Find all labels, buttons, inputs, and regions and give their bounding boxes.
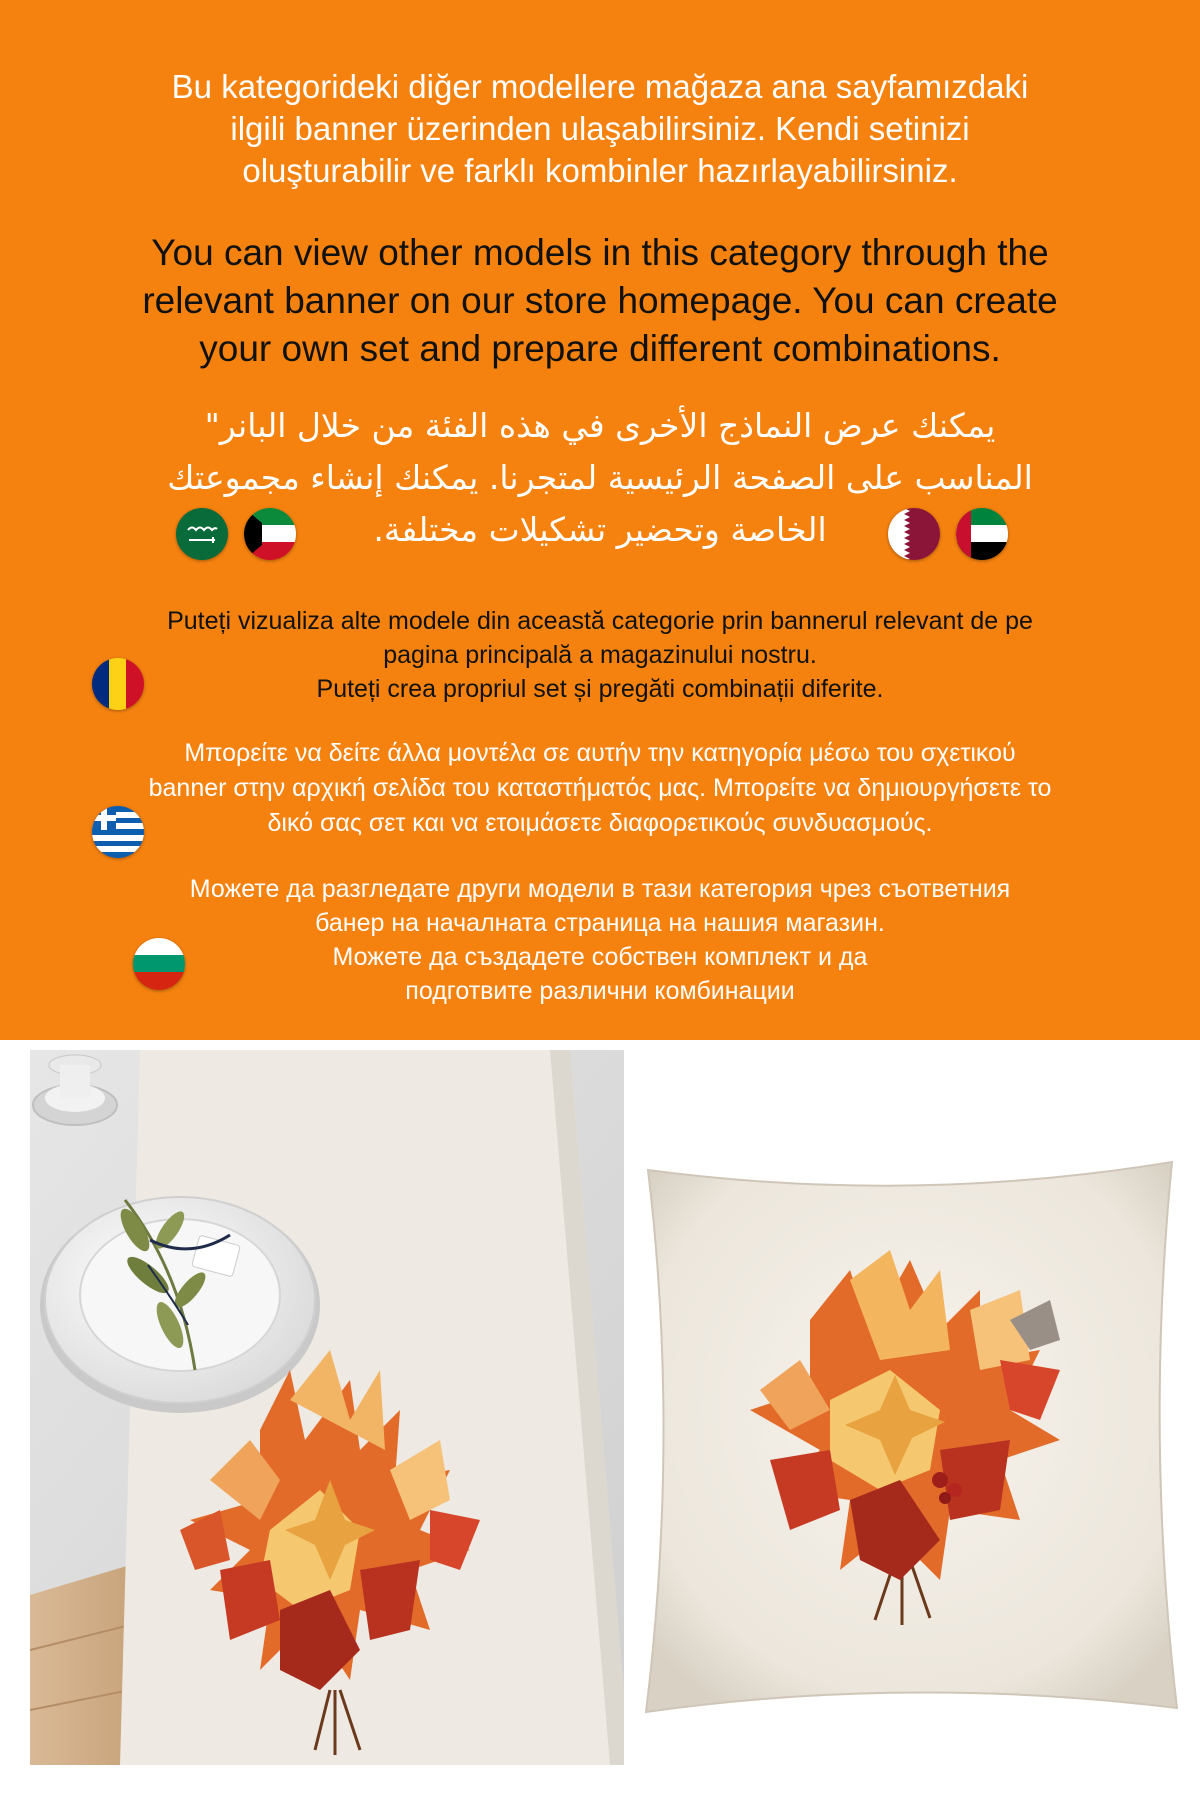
bulgarian-message bbox=[0, 872, 1200, 1008]
turkish-line: ilgili banner üzerinden ulaşabilirsiniz. Kendi setinizi bbox=[230, 110, 970, 147]
turkish-line: oluşturabilir ve farklı kombinler hazırlayabilirsiniz. bbox=[242, 152, 958, 189]
bulgaria-flag-icon bbox=[133, 938, 185, 990]
table-runner-photo bbox=[30, 1050, 624, 1765]
bulgarian-line: Можете да създадете собствен комплект и да bbox=[332, 943, 868, 971]
romanian-message bbox=[0, 604, 1200, 706]
turkish-message bbox=[0, 66, 1200, 192]
romania-flag-icon bbox=[92, 658, 144, 710]
saudi-arabia-flag-icon bbox=[176, 508, 228, 560]
english-message bbox=[0, 229, 1200, 373]
arabic-line: يمكنك عرض النماذج الأخرى في هذه الفئة من خلال البانر" bbox=[204, 406, 996, 445]
english-line: You can view other models in this category through the bbox=[151, 232, 1049, 273]
cushion-photo bbox=[640, 1160, 1180, 1715]
romanian-line: Puteți crea propriul set și pregăti combinații diferite. bbox=[316, 675, 884, 703]
bulgarian-line: Можете да разгледате други модели в тази категория чрез съответния bbox=[189, 875, 1011, 903]
arabic-line: الخاصة وتحضير تشكيلات مختلفة. bbox=[373, 510, 827, 549]
arabic-line: المناسب على الصفحة الرئيسية لمتجرنا. يمكنك إنشاء مجموعتك bbox=[167, 458, 1033, 497]
greece-flag-icon bbox=[92, 806, 144, 858]
uae-flag-icon bbox=[956, 508, 1008, 560]
greek-line: Μπορείτε να δείτε άλλα μοντέλα σε αυτήν την κατηγορία μέσω του σχετικού bbox=[184, 739, 1016, 767]
english-line: relevant banner on our store homepage. You can create bbox=[142, 280, 1058, 321]
qatar-flag-icon bbox=[888, 508, 940, 560]
greek-line: banner στην αρχική σελίδα του καταστήματός μας. Μπορείτε να δημιουργήσετε το bbox=[148, 774, 1052, 802]
bulgarian-line: банер на началната страница на нашия магазин. bbox=[315, 909, 885, 937]
english-line: your own set and prepare different combinations. bbox=[199, 328, 1001, 369]
greek-message bbox=[0, 736, 1200, 841]
product-photos bbox=[0, 1040, 1200, 1800]
kuwait-flag-icon bbox=[244, 508, 296, 560]
turkish-line: Bu kategorideki diğer modellere mağaza ana sayfamızdaki bbox=[171, 68, 1029, 105]
greek-line: δικό σας σετ και να ετοιμάσετε διαφορετικούς συνδυασμούς. bbox=[267, 809, 933, 837]
romanian-line: Puteți vizualiza alte modele din această categorie prin bannerul relevant de pe bbox=[167, 607, 1033, 635]
bulgarian-line: подготвите различни комбинации bbox=[405, 977, 795, 1005]
romanian-line: pagina principală a magazinului nostru. bbox=[383, 641, 817, 669]
